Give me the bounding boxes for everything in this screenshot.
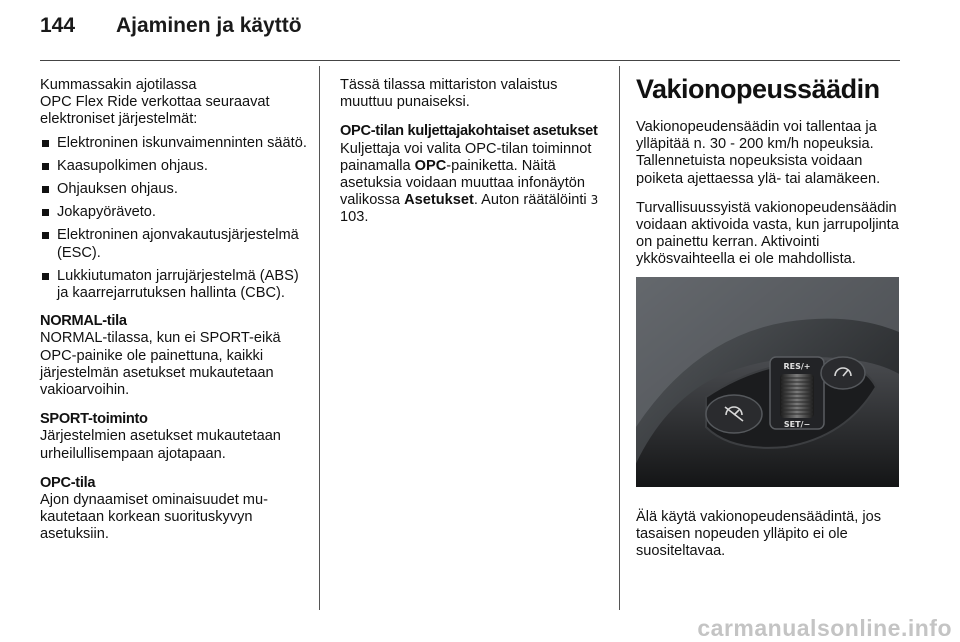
page-ref-arrow-icon: 3: [590, 193, 599, 208]
column-divider-1: [319, 66, 320, 610]
column-1: [40, 77, 308, 556]
bullet-icon: [42, 273, 49, 280]
column-3: [636, 74, 904, 572]
opc-settings-text: Kuljettaja voi valita OPC-tilan toiminnot painamalla OPC-painiketta. Näitä asetuksia voidaan muuttaa infonäytön valikossa Asetukset. Auton räätälöinti 3 103.: [340, 140, 599, 226]
opc-heading: OPC-tila: [40, 474, 96, 491]
set-button-label: SET/−: [783, 419, 811, 429]
opc-settings-heading: OPC-tilan kuljettajakohtaiset asetukset: [340, 123, 598, 140]
cruise-warning: Älä käytä vakionopeudensäädintä, jos tasaisen nopeuden ylläpito ei ole suositeltavaa.: [636, 508, 882, 560]
column-divider-2: [619, 66, 620, 610]
opc-text: Ajon dynaamiset ominaisuudet mukautetaan korkean suorituskyvyn asetuksiin.: [40, 492, 268, 543]
page-number: 144: [40, 14, 76, 37]
normal-heading: NORMAL-tila: [40, 313, 127, 330]
normal-text: NORMAL-tilassa, kun ei SPORT-eikä OPC-painike ole painettuna, kaikki järjestelmän asetukset mukautetaan vakioarvoihin.: [40, 330, 281, 399]
section-heading: Vakionopeussäädin: [636, 74, 880, 104]
bullet-icon: [42, 209, 49, 216]
list-item: Jokapyöräveto.: [40, 204, 308, 221]
intro-paragraph: Kummassakin ajotilassa OPC Flex Ride verkottaa seuraavat elektroniset järjestelmät:: [40, 77, 270, 128]
header-rule: [40, 60, 900, 61]
watermark: carmanualsonline.info: [697, 615, 952, 641]
steering-wheel-photo: [636, 277, 899, 487]
lighting-text: Tässä tilassa mittariston valaistus muuttuu punaiseksi.: [340, 77, 558, 111]
res-button-label: RES/+: [783, 361, 811, 371]
cruise-text-1: Vakionopeudensäädin voi tallentaa ja ylläpitää n. 30 - 200 km/h nopeuksia. Tallennetuista nopeuksista voidaan poiketa ajettaessa ylä- tai alamäkeen.: [636, 119, 881, 187]
list-item: Lukkiutumaton jarrujärjestelmä (ABS) ja kaarrejarrutuksen hallinta (CBC).: [40, 268, 308, 302]
bullet-icon: [42, 232, 49, 239]
page-title: Ajaminen ja käyttö: [116, 14, 302, 37]
list-item: Ohjauksen ohjaus.: [40, 181, 308, 198]
bullet-icon: [42, 186, 49, 193]
list-item: Kaasupolkimen ohjaus.: [40, 158, 308, 175]
bullet-icon: [42, 163, 49, 170]
settings-keyword: Asetukset: [404, 192, 474, 209]
bullet-icon: [42, 140, 49, 147]
opc-keyword: OPC: [414, 157, 447, 174]
list-item: Elektroninen iskunvaimenninten säätö.: [40, 135, 308, 152]
cruise-text-2: Turvallisuussyistä vakionopeudensäädin voidaan aktivoida vasta, kun jarrupoljinta on painettu kerran. Aktivointi ykkösvaihteella ei ole mahdollista.: [636, 199, 899, 268]
sport-heading: SPORT-toiminto: [40, 411, 148, 428]
system-list: [40, 135, 308, 303]
page-header: [40, 14, 302, 38]
list-item: Elektroninen ajonvakautusjärjestelmä (ESC).: [40, 227, 308, 261]
sport-text: Järjestelmien asetukset mukautetaan urheilullisempaan ajotapaan.: [40, 428, 281, 462]
column-2: [340, 77, 608, 239]
